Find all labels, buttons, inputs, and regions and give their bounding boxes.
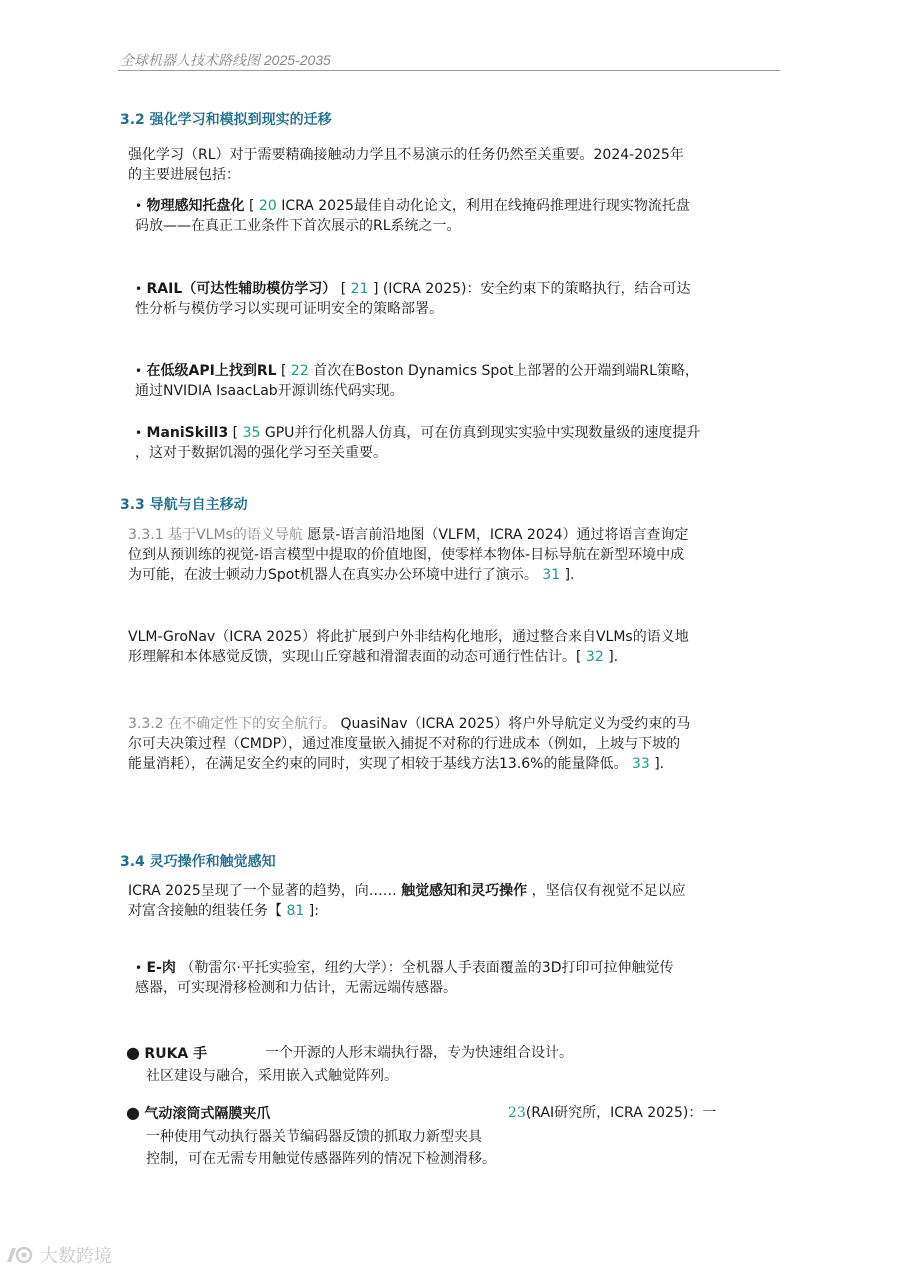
para-text: 愿景-语言前沿地图（VLFM，ICRA 2024）通过将语言查询定 — [307, 527, 689, 543]
s33-para-3-line-1 — [128, 714, 690, 734]
s32-bullet-2-cont: 性分析与模仿学习以实现可证明安全的策略部署。 — [135, 301, 443, 317]
s32-intro-line-1: 强化学习（RL）对于需要精确接触动力学且不易演示的任务仍然至关重要。2024-2025年 — [128, 147, 684, 163]
bracket-open: [ — [248, 198, 255, 214]
bullet-dot: • — [135, 961, 143, 975]
para-text: 为可能，在波士顿动力Spot机器人在真实办公环境中进行了演示。 — [128, 567, 538, 583]
s34-bullet-3-text — [508, 1103, 716, 1123]
section-heading-3-3: 3.3 导航与自主移动 — [120, 497, 248, 513]
section-heading-3-4: 3.4 灵巧操作和触觉感知 — [120, 854, 276, 870]
bracket-open: [ — [340, 281, 347, 297]
s32-intro-line-2: 的主要进展包括： — [128, 167, 240, 183]
bullet-title: RAIL（可达性辅助模仿学习） — [146, 281, 337, 297]
para-text: 对富含接触的组装任务【 — [128, 903, 282, 919]
bullet-dot: ● — [126, 1103, 140, 1122]
para-text: 能量消耗），在满足安全约束的同时，实现了相较于基线方法13.6%的能量降低。 — [128, 756, 628, 772]
section-heading-3-2: 3.2 强化学习和模拟到现实的迁移 — [120, 112, 332, 128]
s33-para-3-line-2: 尔可夫决策过程（CMDP），通过准度量嵌入捕捉不对称的行进成本（例如，上坡与下坡的 — [128, 736, 681, 752]
s33-para-1-line-2: 位到从预训练的视觉-语言模型中提取的价值地图，使零样本物体-目标导航在新型环境中成 — [128, 547, 685, 563]
s32-bullet-1-cont: 码放——在真正工业条件下首次展示的RL系统之一。 — [135, 218, 461, 234]
citation-link[interactable]: 33 — [631, 756, 650, 772]
subsection-label: 3.3.1 基于VLMs的语义导航 — [128, 527, 303, 543]
s34-bullet-2-text: 一个开源的人形末端执行器，专为快速组合设计。 — [265, 1045, 573, 1061]
citation-link[interactable]: 23 — [508, 1105, 526, 1121]
para-text: ，坚信仅有视觉不足以应 — [531, 883, 686, 899]
s32-bullet-1 — [135, 196, 690, 216]
s32-bullet-3-cont: 通过NVIDIA IsaacLab开源训练代码实现。 — [135, 383, 404, 399]
bullet-text: (RAI研究所，ICRA 2025)：一 — [525, 1105, 717, 1121]
s34-intro-line-2 — [128, 901, 319, 921]
bracket-close: ]: — [308, 903, 319, 919]
bullet-dot: • — [135, 199, 143, 213]
bracket-open: [ — [232, 425, 239, 441]
s33-para-2-line-1: VLM-GroNav（ICRA 2025）将此扩展到户外非结构化地形，通过整合来自VLMs的语义地 — [128, 629, 689, 645]
emphasis-text: 触觉感知和灵巧操作 — [401, 883, 528, 899]
bracket-close: ]. — [564, 567, 575, 583]
bracket-close: ]. — [608, 649, 619, 665]
citation-link[interactable]: 21 — [350, 281, 369, 297]
header-divider — [118, 70, 780, 71]
s32-bullet-4-cont: ，这对于数据饥渴的强化学习至关重要。 — [135, 445, 387, 461]
s33-para-1-line-1 — [128, 525, 689, 545]
bullet-title: 气动滚筒式隔膜夹爪 — [144, 1106, 271, 1122]
citation-link[interactable]: 22 — [290, 363, 309, 379]
s33-para-3-line-3 — [128, 754, 664, 774]
s33-para-1-line-3 — [128, 565, 574, 585]
para-text: ICRA 2025呈现了一个显著的趋势，向…… — [128, 883, 397, 899]
bullet-text: （勒雷尔·平托实验室，纽约大学）：全机器人手表面覆盖的3D打印可拉伸触觉传 — [180, 960, 674, 976]
bullet-title: E-肉 — [146, 960, 176, 976]
para-text: QuasiNav（ICRA 2025）将户外导航定义为受约束的马 — [340, 716, 691, 732]
bullet-dot: • — [135, 364, 143, 378]
bullet-dot: • — [135, 282, 143, 296]
watermark — [6, 1242, 112, 1268]
bullet-text: GPU并行化机器人仿真，可在仿真到现实实验中实现数量级的速度提升 — [264, 425, 701, 441]
s34-intro-line-1 — [128, 881, 686, 901]
bullet-text: 首次在Boston Dynamics Spot上部署的公开端到端RL策略， — [313, 363, 699, 379]
s34-bullet-3-cont-2: 控制，可在无需专用触觉传感器阵列的情况下检测滑移。 — [146, 1151, 496, 1167]
citation-link[interactable]: 32 — [585, 649, 604, 665]
running-header: 全球机器人技术路线图 2025-2035 — [120, 52, 331, 68]
bullet-title: RUKA 手 — [144, 1046, 208, 1062]
bracket-open: [ — [281, 363, 287, 379]
s32-bullet-2 — [135, 279, 691, 299]
citation-link[interactable]: 81 — [286, 903, 305, 919]
s34-bullet-1-cont: 感器，可实现滑移检测和力估计，无需远端传感器。 — [135, 980, 457, 996]
s32-bullet-4 — [135, 423, 700, 443]
citation-link[interactable]: 20 — [258, 198, 277, 214]
subsection-label: 3.3.2 在不确定性下的安全航行。 — [128, 716, 337, 732]
s34-bullet-2 — [126, 1043, 207, 1064]
bullet-title: 在低级API上找到RL — [146, 363, 277, 379]
watermark-text: 大数跨境 — [40, 1246, 112, 1267]
s34-bullet-1 — [135, 958, 674, 978]
watermark-logo-icon — [6, 1244, 36, 1266]
s32-bullet-3 — [135, 361, 699, 381]
bullet-title: 物理感知托盘化 — [146, 198, 245, 214]
s33-para-2-line-2 — [128, 647, 618, 667]
bullet-dot: • — [135, 426, 143, 440]
s34-bullet-3 — [126, 1103, 270, 1124]
bullet-text: ICRA 2025最佳自动化论文，利用在线掩码推理进行现实物流托盘 — [281, 198, 690, 214]
s34-bullet-3-cont-1: 一种使用气动执行器关节编码器反馈的抓取力新型夹具 — [146, 1129, 482, 1145]
citation-link[interactable]: 35 — [242, 425, 261, 441]
bracket-close: ]. — [654, 756, 665, 772]
bullet-dot: ● — [126, 1043, 140, 1062]
para-text: 形理解和本体感觉反馈，实现山丘穿越和滑溜表面的动态可通行性估计。[ — [128, 649, 582, 665]
s34-bullet-2-cont: 社区建设与融合，采用嵌入式触觉阵列。 — [146, 1068, 398, 1084]
citation-link[interactable]: 31 — [542, 567, 561, 583]
bullet-text: ] (ICRA 2025)：安全约束下的策略执行，结合可达 — [372, 281, 691, 297]
bullet-title: ManiSkill3 — [146, 425, 229, 441]
